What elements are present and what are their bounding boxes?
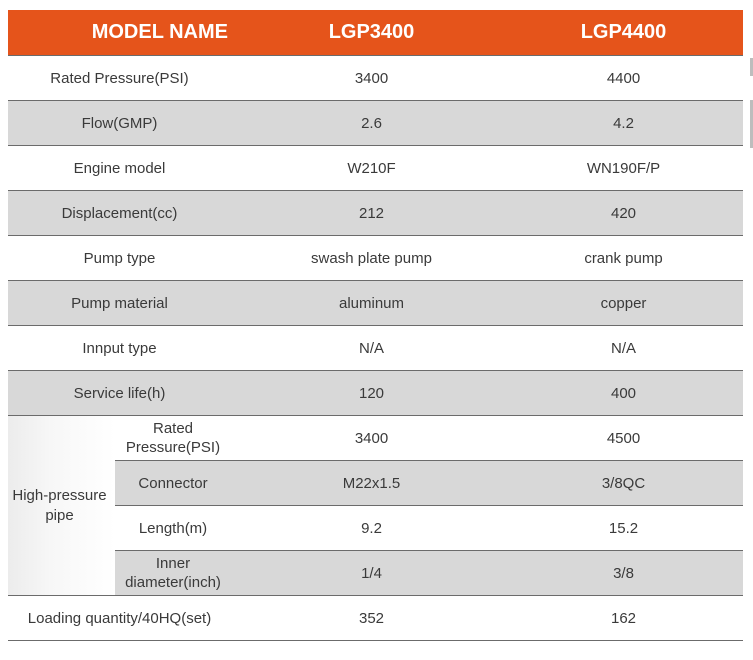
pipe-group-label xyxy=(8,416,115,596)
value-lgp3400: aluminum xyxy=(239,281,494,326)
value-lgp4400: 162 xyxy=(494,596,743,641)
model-lgp3400-header: LGP3400 xyxy=(239,10,494,56)
row-label-line1: Rated xyxy=(152,420,194,437)
table-row xyxy=(8,191,743,236)
table-row xyxy=(8,56,743,101)
table-row xyxy=(8,551,743,596)
table-row xyxy=(8,281,743,326)
value-lgp4400: 420 xyxy=(494,191,743,236)
row-label-line2: diameter(inch) xyxy=(125,574,221,591)
value-lgp3400: 3400 xyxy=(239,56,494,101)
value-lgp4400: WN190F/P xyxy=(494,146,743,191)
value-lgp3400: W210F xyxy=(239,146,494,191)
value-lgp3400: 352 xyxy=(239,596,494,641)
header-row xyxy=(8,10,743,56)
row-label: Flow(GMP) xyxy=(8,101,239,146)
table-row xyxy=(8,506,743,551)
value-lgp4400: copper xyxy=(494,281,743,326)
row-label xyxy=(115,416,239,461)
table-row xyxy=(8,461,743,506)
value-lgp4400: 3/8 xyxy=(494,551,743,596)
value-lgp3400: 2.6 xyxy=(239,101,494,146)
row-label: Length(m) xyxy=(115,506,239,551)
table-row xyxy=(8,101,743,146)
pipe-group-label-line1: High-pressure xyxy=(12,486,107,504)
row-label: Rated Pressure(PSI) xyxy=(8,56,239,101)
table-row xyxy=(8,596,743,641)
row-label: Service life(h) xyxy=(8,371,239,416)
row-label: Pump material xyxy=(8,281,239,326)
row-label: Innput type xyxy=(8,326,239,371)
value-lgp3400: 3400 xyxy=(239,416,494,461)
model-name-header: MODEL NAME xyxy=(8,10,239,56)
value-lgp3400: 1/4 xyxy=(239,551,494,596)
pipe-group-label-line2: pipe xyxy=(45,506,74,524)
value-lgp4400: 4.2 xyxy=(494,101,743,146)
value-lgp4400: 4500 xyxy=(494,416,743,461)
table-row xyxy=(8,326,743,371)
row-label: Connector xyxy=(115,461,239,506)
row-label xyxy=(115,551,239,596)
row-label-line2: Pressure(PSI) xyxy=(125,439,221,456)
value-lgp4400: 15.2 xyxy=(494,506,743,551)
value-lgp3400: 120 xyxy=(239,371,494,416)
model-lgp4400-header: LGP4400 xyxy=(494,10,743,56)
value-lgp4400: 3/8QC xyxy=(494,461,743,506)
value-lgp3400: 212 xyxy=(239,191,494,236)
value-lgp3400: swash plate pump xyxy=(239,236,494,281)
value-lgp4400: 400 xyxy=(494,371,743,416)
table-row xyxy=(8,416,743,461)
table-row xyxy=(8,371,743,416)
spec-table xyxy=(8,10,743,641)
row-label: Displacement(cc) xyxy=(8,191,239,236)
row-label: Pump type xyxy=(8,236,239,281)
table-row xyxy=(8,236,743,281)
value-lgp4400: N/A xyxy=(494,326,743,371)
table-row xyxy=(8,146,743,191)
row-label: Engine model xyxy=(8,146,239,191)
row-label: Loading quantity/40HQ(set) xyxy=(8,596,239,641)
value-lgp4400: 4400 xyxy=(494,56,743,101)
row-label-line1: Inner xyxy=(155,555,191,572)
value-lgp3400: M22x1.5 xyxy=(239,461,494,506)
value-lgp4400: crank pump xyxy=(494,236,743,281)
value-lgp3400: N/A xyxy=(239,326,494,371)
value-lgp3400: 9.2 xyxy=(239,506,494,551)
